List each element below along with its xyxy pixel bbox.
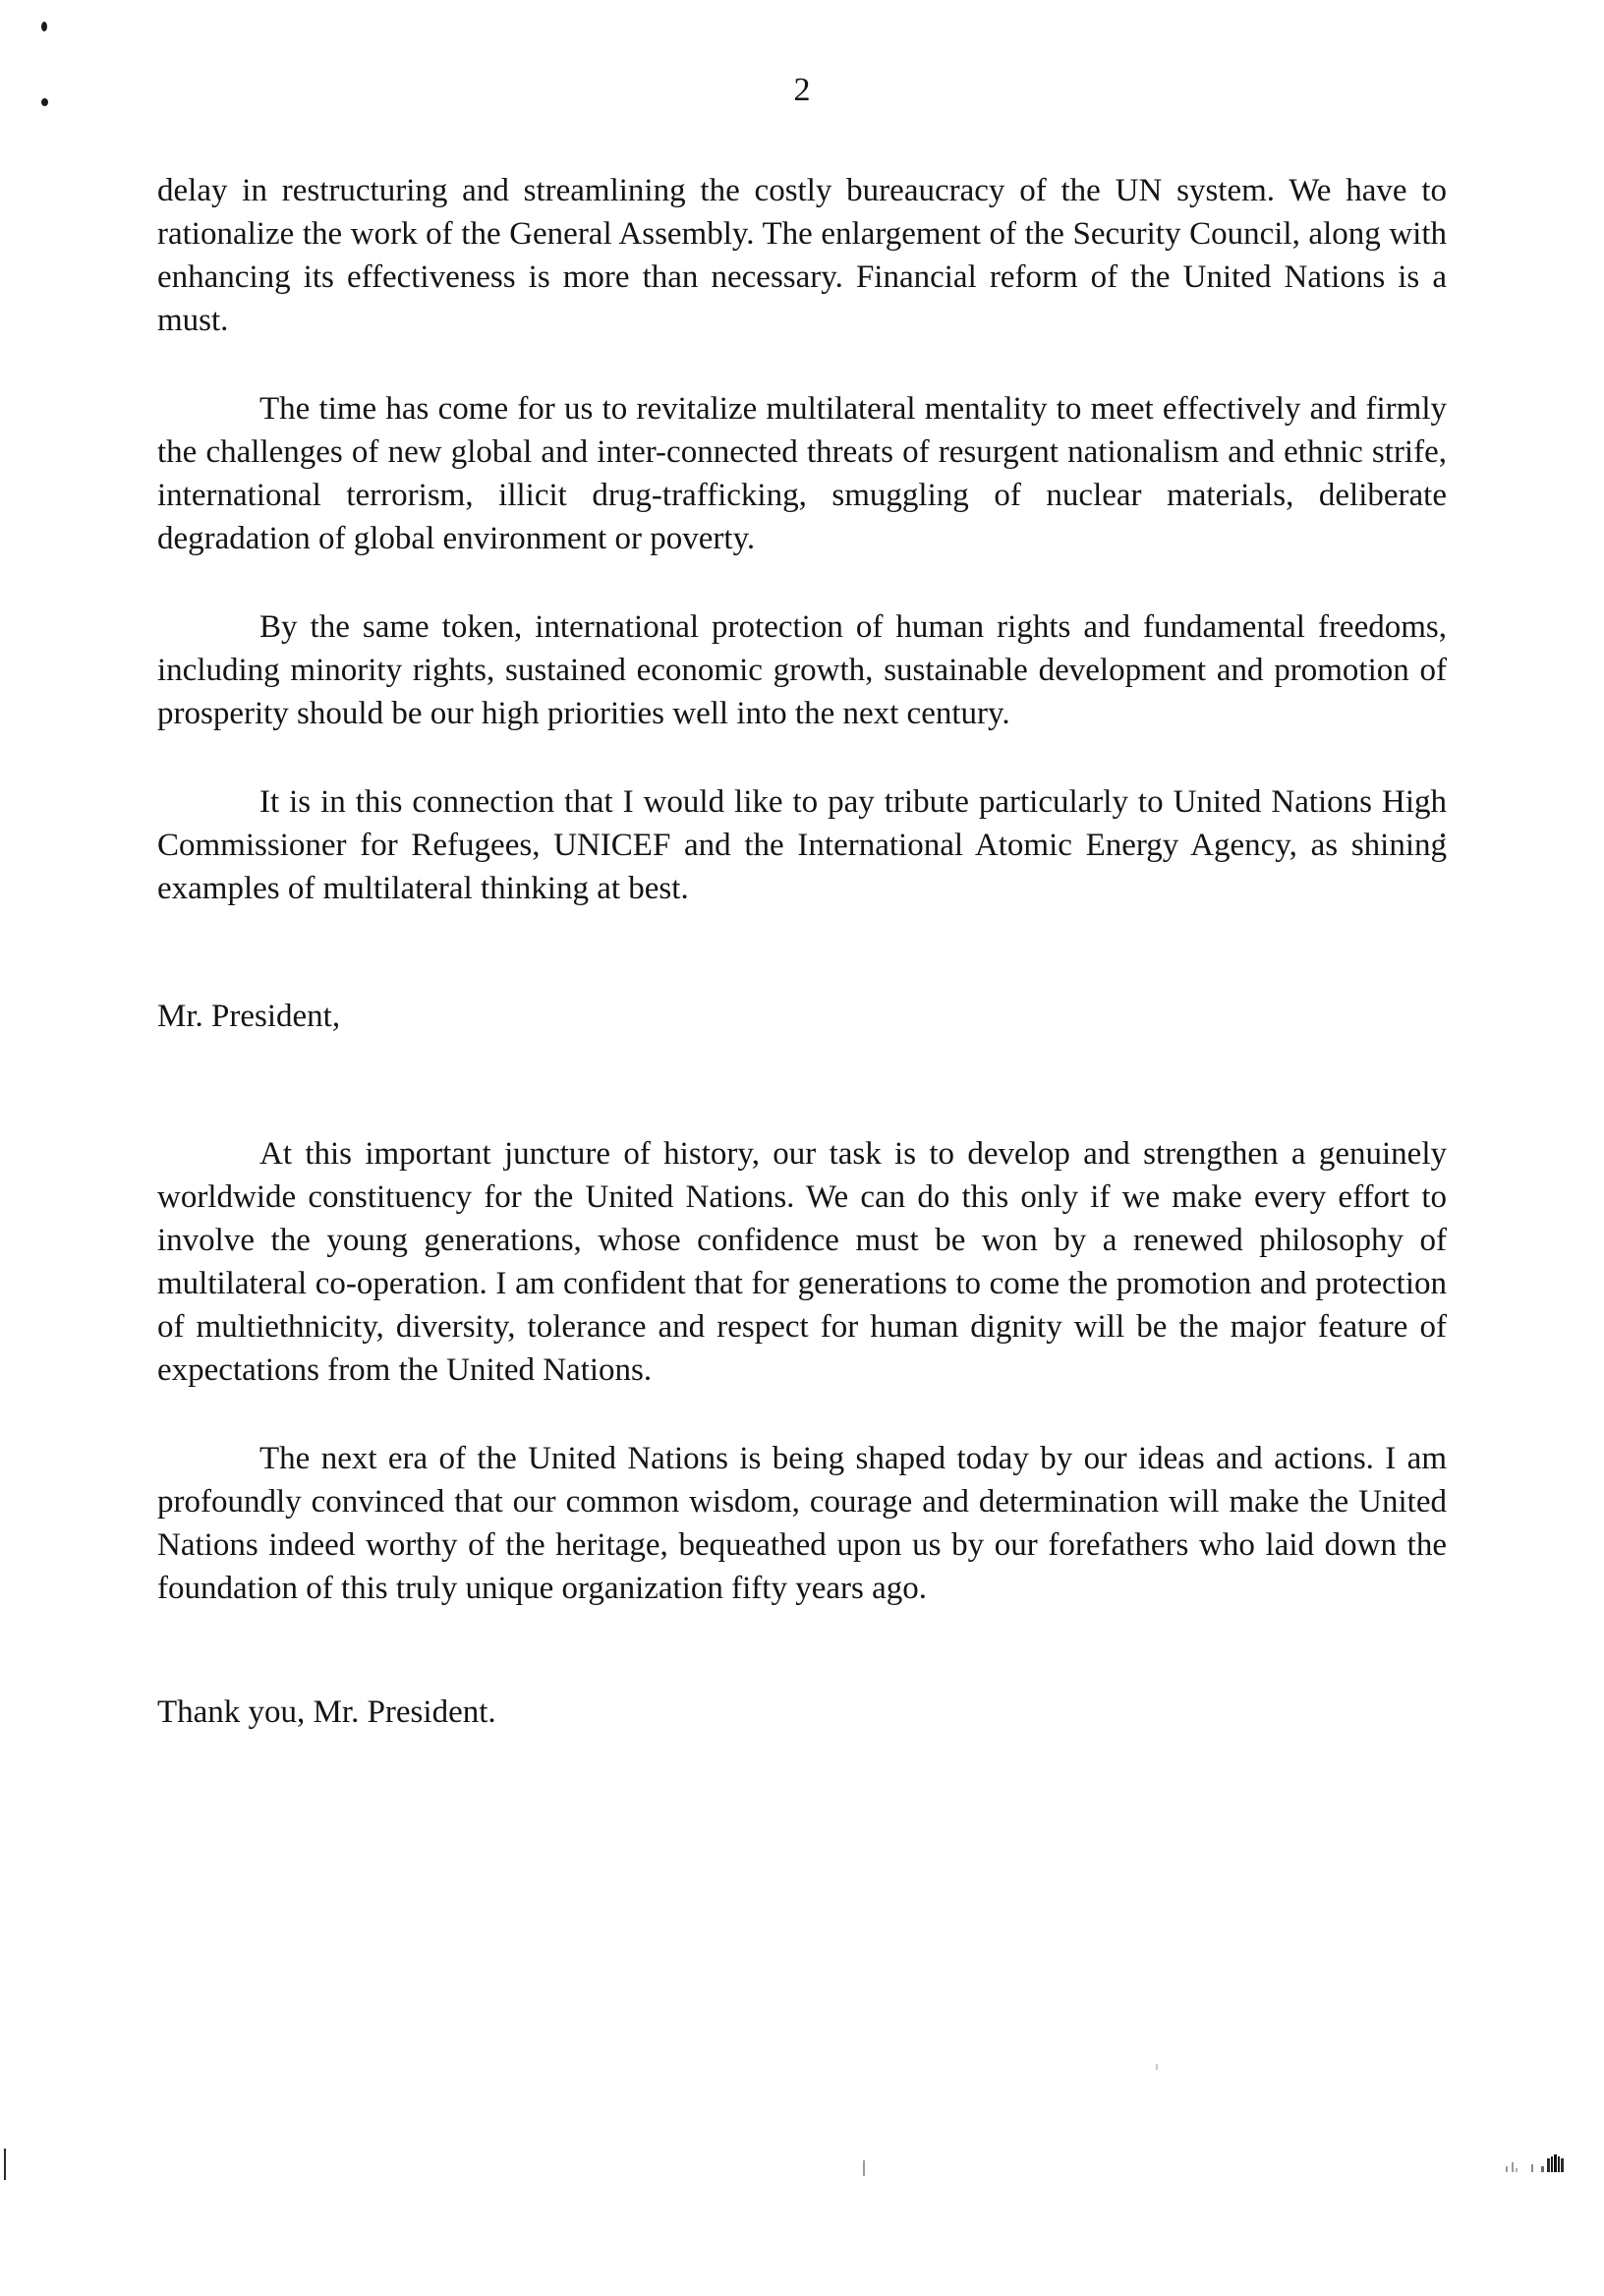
paragraph-constituency: At this important juncture of history, our task is to develop and strengthen a genuinely worldwide constituency for the United Nations. We can do this only if we make every effort to involve the young generations, whose confidence must be won by a renewed philosophy of multilateral co-operation. I am confident that for generations to come the promotion and protection of multiethnicity, diversity, tolerance and respect for human dignity will be the major feature of expectations from the United Nations. xyxy=(157,1136,1447,1388)
paragraph-next-era: The next era of the United Nations is being shaped today by our ideas and actions. I am profoundly convinced that our common wisdom, courage and determination will make the United Nations indeed worthy of the heritage, bequeathed upon us by our forefathers who laid down the foundation of this truly unique organization fifty years ago. xyxy=(157,1441,1447,1606)
scan-faint-mark xyxy=(1156,2064,1158,2070)
scan-faint-mark xyxy=(863,2160,865,2176)
paragraph-human-rights: By the same token, international protection of human rights and fundamental freedoms, including minority rights, sustained economic growth, sustainable development and promotion of prosperity should be our high priorities well into the next century. xyxy=(157,609,1447,731)
document-stamp-icon xyxy=(1504,2152,1575,2176)
page-number: 2 xyxy=(793,72,811,108)
paragraph-multilateral-mentality: The time has come for us to revitalize multilateral mentality to meet effectively and firmly the challenges of new global and inter-connected threats of resurgent nationalism and ethnic strife, international terrorism, illicit drug-trafficking, smuggling of nuclear materials, deliberate degradation of global environment or poverty. xyxy=(157,391,1447,556)
paragraph-reform: delay in restructuring and streamlining the costly bureaucracy of the UN system. We have to rationalize the work of the General Assembly. The enlargement of the Security Council, along with enhancing its effectiveness is more than necessary. Financial reform of the United Nations is a must. xyxy=(157,173,1447,338)
salutation: Mr. President, xyxy=(157,999,341,1034)
paragraph-tribute: It is in this connection that I would like to pay tribute particularly to United Nations High Commissioner for Refugees, UNICEF and the International Atomic Energy Agency, as shining examples of multilateral thinking at best. xyxy=(157,784,1447,906)
scan-speck xyxy=(41,22,47,31)
scan-edge-line xyxy=(4,2149,6,2180)
document-body xyxy=(157,169,1447,1734)
closing-line: Thank you, Mr. President. xyxy=(157,1694,496,1730)
